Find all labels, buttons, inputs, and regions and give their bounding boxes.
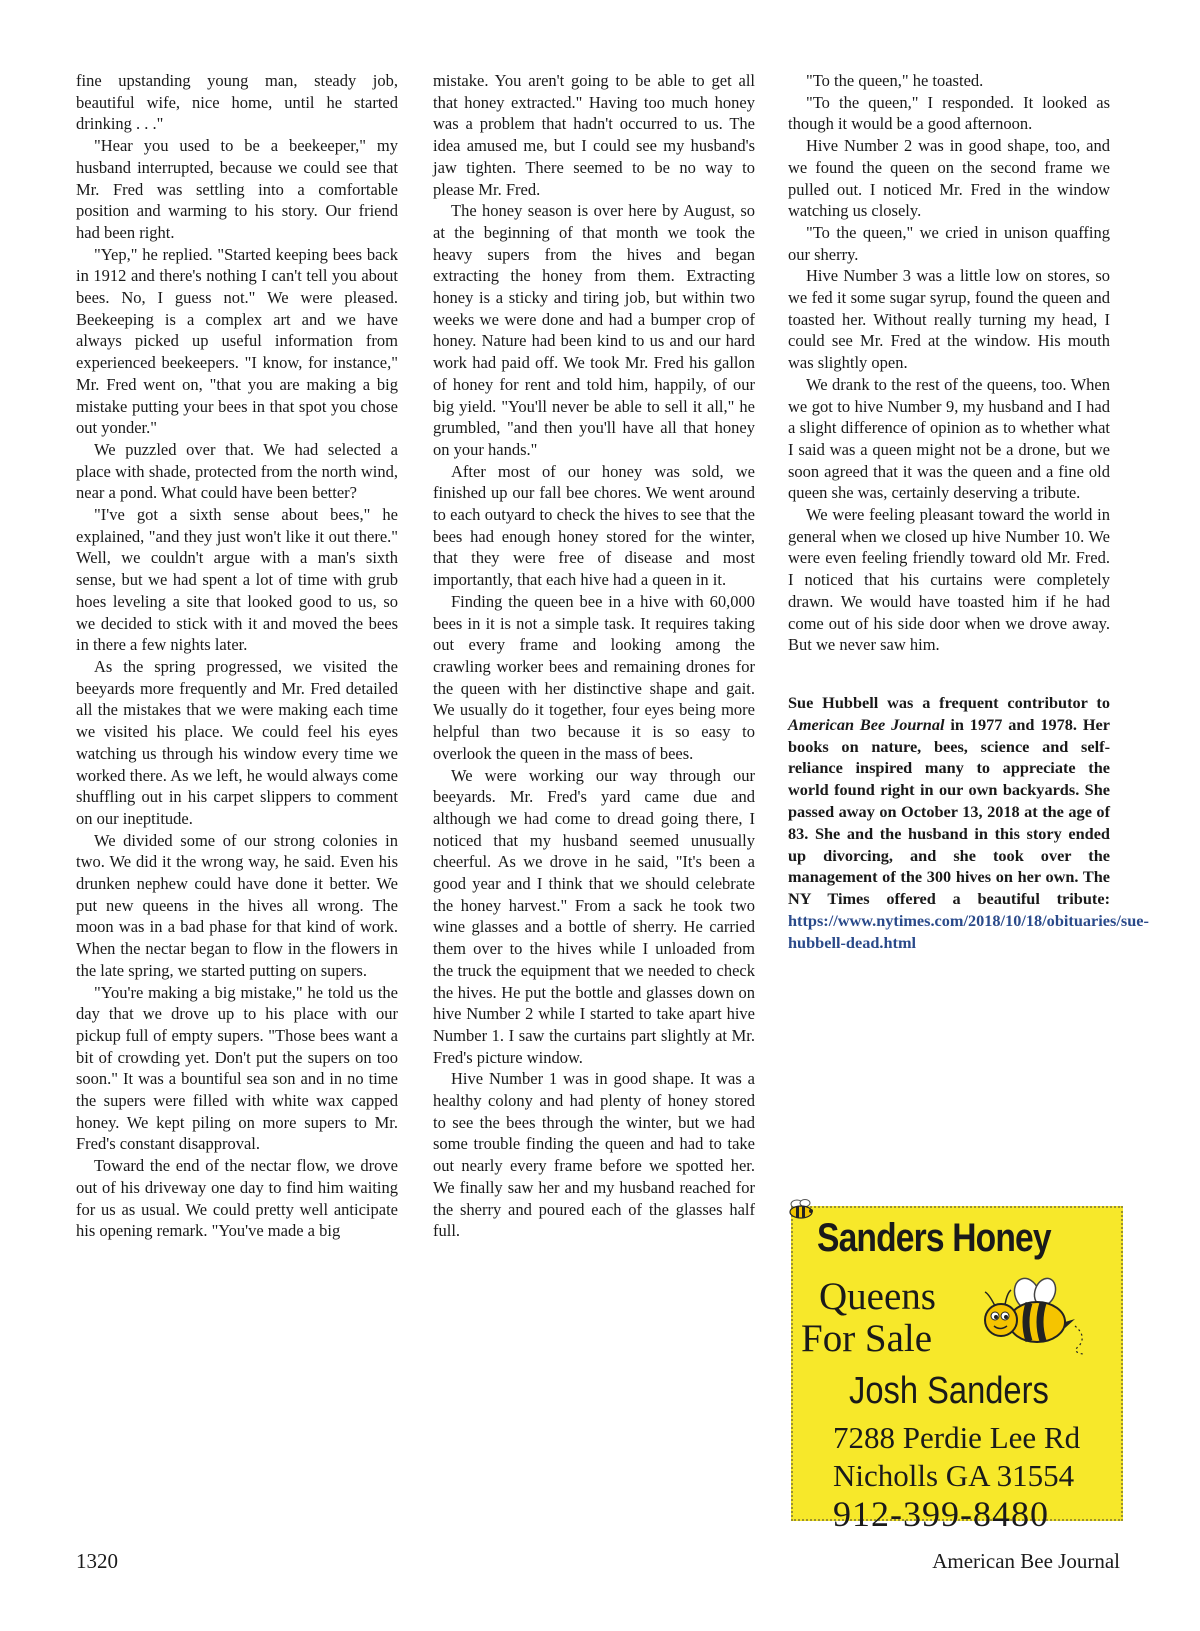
paragraph: Toward the end of the nectar flow, we drove out of his driveway one day to find him waiting for us as usual. We could pretty well anticipate his opening remark. "You've made a big [76, 1156, 398, 1241]
article-column-1 [76, 70, 398, 1242]
paragraph: We were feeling pleasant toward the world in general when we closed up hive Number 10. We were even feeling friendly toward old Mr. Fred. I noticed that his curtains were completely drawn. We would have toasted him if he had come out of his side door when we drove away. But we never saw him. [788, 505, 1110, 655]
journal-name: American Bee Journal [932, 1549, 1120, 1573]
paragraph: The honey season is over here by August, so at the beginning of that month we took the heavy supers from the hives and began extracting the honey from them. Extracting honey is a sticky and tiring job, but within two weeks we were done and had a bumper crop of honey. Nature had been kind to us and our hard work had paid off. We took Mr. Fred his gallon of honey for rent and told him, happily, of our big yield. "You'll never be able to sell it all," he grumbled, "and then you'll have all that honey on your hands." [433, 201, 755, 459]
business-name: Sanders Honey [817, 1216, 1051, 1260]
for-sale-label: For Sale [801, 1317, 933, 1360]
street-address: 7288 Perdie Lee Rd [833, 1420, 1081, 1455]
paragraph: After most of our honey was sold, we finished up our fall bee chores. We went around to each outyard to check the hives to see that the bees had enough honey stored for the winter, that they were free of disease and most importantly, that each hive had a queen in it. [433, 461, 755, 590]
sanders-honey-ad [791, 1206, 1123, 1534]
paragraph: "To the queen," I responded. It looked as though it would be a good afternoon. [788, 92, 1110, 134]
paragraph: fine upstanding young man, steady job, beautiful wife, nice home, until he started drinking . . ." [76, 71, 398, 134]
bee-icon [975, 1276, 1095, 1356]
author-bio [788, 692, 1149, 954]
city-state-zip: Nicholls GA 31554 [833, 1458, 1075, 1493]
paragraph: mistake. You aren't going to be able to get all that honey extracted." Having too much honey was a problem that hadn't occurred to us. The idea amused me, but I could see my husband's jaw tighten. There seemed to be no way to please Mr. Fred. [433, 71, 755, 199]
article-column-3 [788, 70, 1149, 954]
owner-name: Josh Sanders [849, 1370, 1049, 1412]
paragraph: "To the queen," he toasted. [806, 71, 984, 90]
paragraph: We were working our way through our beeyards. Mr. Fred's yard came due and although we had come to dread going there, I noticed that my husband seemed unusually cheerful. As we drove in he said, "It's been a good year and I think that we should celebrate the honey harvest." From a sack he took two wine glasses and a bottle of sherry. He carried them over to the hives while I unloaded from the truck the equipment that we needed to check the hives. He put the bottle and glasses down on hive Number 2 while I started to take apart hive Number 1. I saw the curtains part slightly at Mr. Fred's picture window. [433, 765, 755, 1067]
paragraph: We drank to the rest of the queens, too. When we got to hive Number 9, my husband and I had a slight difference of opinion as to whether what I said was a queen might not be a drone, but we soon agreed that it was the queen and a fine old queen she was, certainly deserving a tribute. [788, 374, 1110, 503]
paragraph: "Hear you used to be a beekeeper," my husband interrupted, because we could see that Mr. Fred was settling into a comfortable position and warming to his story. Our friend had been right. [76, 136, 398, 242]
page-number: 1320 [76, 1549, 118, 1573]
article-column-2 [433, 70, 755, 1242]
paragraph: Hive Number 3 was a little low on stores, so we fed it some sugar syrup, found the queen and toasted her. Without really turning my head, I could see Mr. Fred at the window. His mouth was slightly open. [788, 266, 1110, 373]
bio-journal-title: American Bee Journal [788, 714, 945, 734]
small-bee-icon [785, 1198, 819, 1220]
paragraph: As the spring progressed, we visited the beeyards more frequently and Mr. Fred detailed all the mistakes that we were making each time we visited his place. We could feel his eyes watching us through his window every time we worked there. As we left, he would always come shuffling out in his carpet slippers to comment on our ineptitude. [76, 656, 398, 828]
article-column-3-body [788, 70, 1110, 656]
paragraph: "To the queen," we cried in unison quaffing our sherry. [788, 222, 1110, 264]
queens-label: Queens [819, 1275, 936, 1318]
paragraph: "You're making a big mistake," he told us the day that we drove up to his place with our pickup full of empty supers. "Those bees want a bit of crowding yet. Don't put the supers on too soon." It was a bountiful sea son and in no time the supers were filled with white wax capped honey. We kept piling on more supers to Mr. Fred's constant disapproval. [76, 982, 398, 1154]
paragraph: We puzzled over that. We had selected a place with shade, protected from the north wind, near a pond. What could have been better? [76, 439, 398, 503]
phone-number: 912-399-8480 [833, 1494, 1049, 1534]
nytimes-link[interactable]: https://www.nytimes.com/2018/10/18/obituaries/sue-hubbell-dead.html [788, 910, 1149, 952]
paragraph: Finding the queen bee in a hive with 60,000 bees in it is not a simple task. It requires taking out every frame and looking among the crawling worker bees and remaining drones for the queen with her distinctive shape and gait. We usually do it together, four eyes being more helpful than two because it is so easy to overlook the queen in the mass of bees. [433, 591, 755, 763]
paragraph: "I've got a sixth sense about bees," he explained, "and they just won't like it out there." Well, we couldn't argue with a man's sixth sense, but we had spent a lot of time with grub hoes leveling a site that looked good to us, so we decided to stick with it and moved the bees in there a few nights later. [76, 505, 398, 655]
paragraph: Hive Number 1 was in good shape. It was a healthy colony and had plenty of honey stored to see the bees through the winter, but we had some trouble finding the queen and had to take out nearly every frame before we spotted her. We finally saw her and my husband reached for the sherry and poured each of the glasses half full. [433, 1069, 755, 1241]
bio-text-start: Sue Hubbell was a frequent contributor to [788, 692, 1110, 712]
paragraph: We divided some of our strong colonies in two. We did it the wrong way, he said. Even his drunken nephew could have done it better. We put new queens in the hives all wrong. The moon was in a bad phase for that kind of work. When the nectar began to flow in the flowers in the late spring, we started putting on supers. [76, 830, 398, 980]
bio-text-end: in 1977 and 1978. Her books on nature, bees, science and self-reliance inspired many to appreciate the world found right in our own backyards. She passed away on October 13, 2018 at the age of 83. She and the husband in this story ended up divorcing, and she took over the management of the 300 hives on her own. The NY Times offered a beautiful tribute: [788, 714, 1110, 909]
paragraph: Hive Number 2 was in good shape, too, and we found the queen on the second frame we pulled out. I noticed Mr. Fred in the window watching us closely. [788, 136, 1110, 221]
paragraph: "Yep," he replied. "Started keeping bees back in 1912 and there's nothing I can't tell you about bees. No, I guess not." We were pleased. Beekeeping is a complex art and we have always picked up useful information from experienced beekeepers. "I know, for instance," Mr. Fred went on, "that you are making a big mistake putting your bees in that spot you chose out yonder." [76, 244, 398, 438]
